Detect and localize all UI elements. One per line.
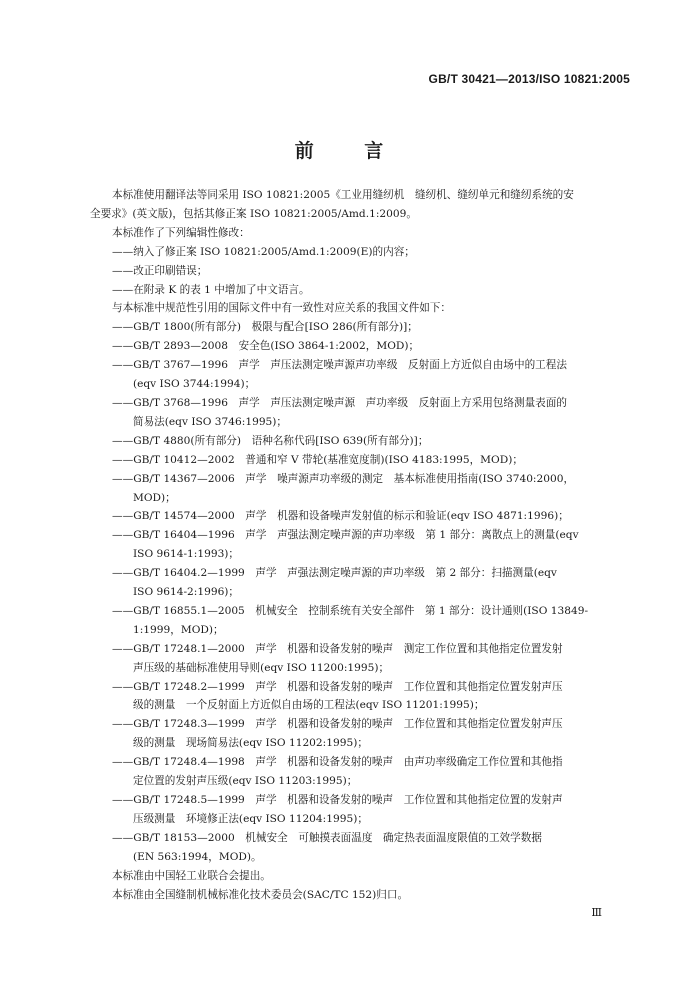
- reference-line: ——GB/T 2893—2008 安全色(ISO 3864-1:2002，MOD)；: [112, 340, 420, 353]
- reference-continuation: 级的测量 现场简易法(eqv ISO 11202:1995)；: [133, 737, 368, 750]
- reference-item: [112, 829, 632, 867]
- reference-item: [112, 318, 632, 337]
- reference-line: ——GB/T 14574—2000 声学 机器和设备噪声发射值的标示和验证(eqv ISO 4871:1996)；: [112, 510, 569, 523]
- reference-continuation: 1:1999，MOD)；: [133, 623, 224, 636]
- page-title: 前 言: [294, 140, 406, 162]
- reference-continuation: 压级测量 环境修正法(eqv ISO 11204:1995)；: [133, 812, 368, 825]
- edits-list: [112, 243, 632, 300]
- reference-item: [112, 753, 632, 791]
- reference-line: ——GB/T 3768—1996 声学 声压法测定噪声源 声功率级 反射面上方采用包络测量表面的: [112, 396, 567, 409]
- intro-line-2: 全要求》(英文版)，包括其修正案 ISO 10821:2005/Amd.1:2009。: [90, 207, 417, 220]
- reference-continuation: ISO 9614-2:1996)；: [133, 586, 240, 599]
- reference-line: ——GB/T 17248.4—1998 声学 机器和设备发射的噪声 由声功率级确定工作位置和其他指: [112, 756, 563, 769]
- reference-item: [112, 394, 632, 432]
- reference-continuation: 级的测量 一个反射面上方近似自由场的工程法(eqv ISO 11201:1995)；: [133, 699, 485, 712]
- edit-item: ——在附录 K 的表 1 中增加了中文语言。: [112, 283, 310, 296]
- reference-line: ——GB/T 14367—2006 声学 噪声源声功率级的测定 基本标准使用指南(ISO 3740:2000，: [112, 472, 575, 485]
- reference-continuation: 定位置的发射声压级(eqv ISO 11203:1995)；: [133, 775, 358, 788]
- reference-line: ——GB/T 1800(所有部分) 极限与配合[ISO 286(所有部分)]；: [112, 321, 418, 334]
- reference-item: [112, 337, 632, 356]
- reference-line: ——GB/T 16404.2—1999 声学 声强法测定噪声源的声功率级 第 2 部分：扫描测量(eqv: [112, 567, 557, 580]
- reference-item: [112, 507, 632, 526]
- reference-continuation: ISO 9614-1:1993)；: [133, 548, 240, 561]
- reference-continuation: MOD)；: [133, 491, 176, 504]
- reference-line: ——GB/T 10412—2002 普通和窄 V 带轮(基准宽度制)(ISO 4183:1995，MOD)；: [112, 453, 523, 466]
- reference-item: [112, 564, 632, 602]
- reference-item: [112, 640, 632, 678]
- managed-statement: 本标准由全国缝制机械标准化技术委员会(SAC/TC 152)归口。: [112, 888, 409, 901]
- reference-line: ——GB/T 17248.5—1999 声学 机器和设备发射的噪声 工作位置和其他指定位置的发射声: [112, 794, 563, 806]
- reference-item: [112, 470, 632, 508]
- reference-continuation: (EN 563:1994，MOD)。: [133, 850, 262, 863]
- reference-item: [112, 526, 632, 564]
- edits-lead: 本标准作了下列编辑性修改：: [112, 226, 250, 239]
- reference-line: ——GB/T 16404—1996 声学 声强法测定噪声源的声功率级 第 1 部分：离散点上的测量(eqv: [112, 529, 579, 542]
- reference-line: ——GB/T 18153—2000 机械安全 可触摸表面温度 确定热表面温度限值的工效学数据: [112, 831, 542, 844]
- reference-line: ——GB/T 17248.2—1999 声学 机器和设备发射的噪声 工作位置和其他指定位置发射声压: [112, 680, 563, 693]
- proposed-statement: 本标准由中国轻工业联合会提出。: [112, 869, 271, 882]
- reference-continuation: 声压级的基础标准使用导则(eqv ISO 11200:1995)；: [133, 661, 390, 674]
- document-body: [90, 186, 632, 904]
- reference-continuation: (eqv ISO 3744:1994)；: [133, 378, 256, 391]
- refs-list: [112, 318, 632, 866]
- reference-line: ——GB/T 3767—1996 声学 声压法测定噪声源声功率级 反射面上方近似自由场中的工程法: [112, 359, 567, 372]
- reference-item: [112, 451, 632, 470]
- standard-code-header: GB/T 30421—2013/ISO 10821:2005: [428, 72, 630, 86]
- edit-item: ——纳入了修正案 ISO 10821:2005/Amd.1:2009(E)的内容；: [112, 245, 415, 258]
- edit-item: ——改正印刷错误；: [112, 264, 208, 277]
- reference-line: ——GB/T 16855.1—2005 机械安全 控制系统有关安全部件 第 1 部分：设计通则(ISO 13849-: [112, 604, 589, 617]
- reference-line: ——GB/T 4880(所有部分) 语种名称代码[ISO 639(所有部分)]；: [112, 434, 429, 447]
- reference-line: ——GB/T 17248.1—2000 声学 机器和设备发射的噪声 测定工作位置和其他指定位置发射: [112, 642, 563, 655]
- reference-continuation: 简易法(eqv ISO 3746:1995)；: [133, 415, 288, 428]
- reference-item: [112, 432, 632, 451]
- reference-line: ——GB/T 17248.3—1999 声学 机器和设备发射的噪声 工作位置和其他指定位置发射声压: [112, 718, 563, 731]
- reference-item: [112, 715, 632, 753]
- reference-item: [112, 602, 632, 640]
- reference-item: [112, 356, 632, 394]
- intro-line-1: 本标准使用翻译法等同采用 ISO 10821:2005《工业用缝纫机 缝纫机、缝纫单元和缝纫系统的安: [112, 189, 574, 201]
- reference-item: [112, 678, 632, 716]
- reference-item: [112, 791, 632, 829]
- page-number: Ⅲ: [591, 906, 602, 919]
- refs-lead: 与本标准中规范性引用的国际文件中有一致性对应关系的我国文件如下：: [112, 302, 451, 315]
